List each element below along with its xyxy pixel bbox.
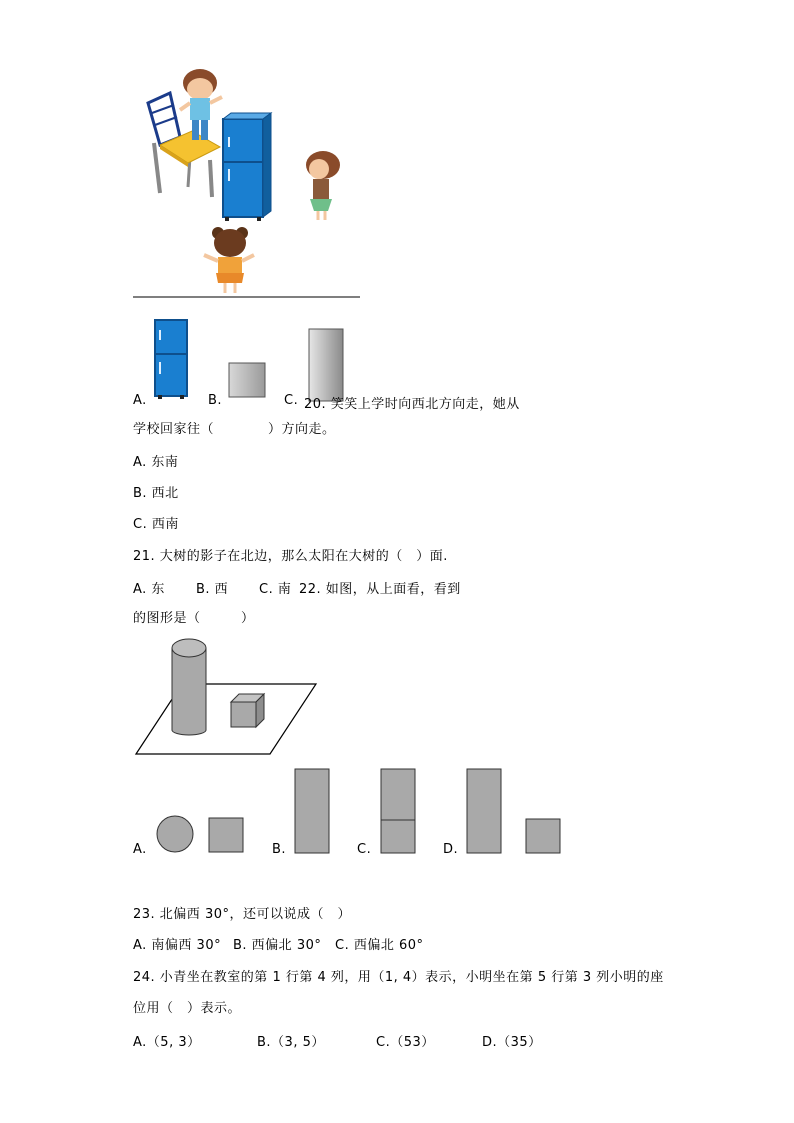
q22-option-b-figure [294, 768, 332, 856]
refrigerator [223, 113, 271, 221]
q22-stem-line2: 的图形是（ ） [133, 611, 255, 626]
q19-option-a-figure [153, 318, 193, 400]
q24-stem-line2: 位用（ ）表示。 [133, 1001, 242, 1016]
q24-option-c[interactable]: C.（53） [376, 1035, 435, 1050]
q19-option-c-label[interactable]: C. [284, 393, 299, 408]
q19-option-a-label[interactable]: A. [133, 393, 147, 408]
q23-stem: 23. 北偏西 30°，还可以说成（ ） [133, 907, 351, 922]
q24-stem-line1: 24. 小青坐在教室的第 1 行第 4 列，用（1, 4）表示，小明坐在第 5 行第 3 列小明的座 [133, 970, 664, 985]
girl-front-figure [204, 227, 254, 293]
q23-option-c[interactable]: C. 西偏北 60° [335, 938, 424, 953]
q22-option-c-figure [380, 768, 418, 856]
cube [231, 694, 264, 727]
q23-option-a[interactable]: A. 南偏西 30° [133, 938, 222, 953]
q19-option-b-label[interactable]: B. [208, 393, 223, 408]
q20-stem-line2: 学校回家往（ ）方向走。 [133, 422, 336, 437]
q20-option-a[interactable]: A. 东南 [133, 455, 179, 470]
q19-scene-illustration [130, 65, 365, 300]
girl-right-figure [306, 151, 340, 220]
q22-option-d-figure [466, 768, 566, 856]
q20-stem-line1: 20. 笑笑上学时向西北方向走，她从 [304, 397, 520, 412]
q24-option-d[interactable]: D.（35） [482, 1035, 542, 1050]
q21-option-a[interactable]: A. 东 [133, 582, 165, 597]
q24-option-a[interactable]: A.（5, 3） [133, 1035, 201, 1050]
q22-option-b-label[interactable]: B. [272, 842, 287, 857]
q19-option-b-figure [228, 362, 268, 400]
q22-stem-line1: 22. 如图，从上面看，看到 [299, 582, 461, 597]
q22-option-a-label[interactable]: A. [133, 842, 147, 857]
q21-stem: 21. 大树的影子在北边，那么太阳在大树的（ ）面. [133, 549, 448, 564]
q23-option-b[interactable]: B. 西偏北 30° [233, 938, 322, 953]
q24-option-b[interactable]: B.（3, 5） [257, 1035, 325, 1050]
boy-figure [180, 69, 222, 140]
cylinder [172, 639, 206, 735]
q22-option-d-label[interactable]: D. [443, 842, 459, 857]
q22-option-c-label[interactable]: C. [357, 842, 372, 857]
q21-option-b[interactable]: B. 西 [196, 582, 229, 597]
q20-option-b[interactable]: B. 西北 [133, 486, 179, 501]
q20-option-c[interactable]: C. 西南 [133, 517, 179, 532]
q22-option-a-figure [156, 815, 246, 857]
q21-option-c[interactable]: C. 南 [259, 582, 292, 597]
q22-solid-figure [134, 636, 319, 758]
base-plane [136, 684, 316, 754]
